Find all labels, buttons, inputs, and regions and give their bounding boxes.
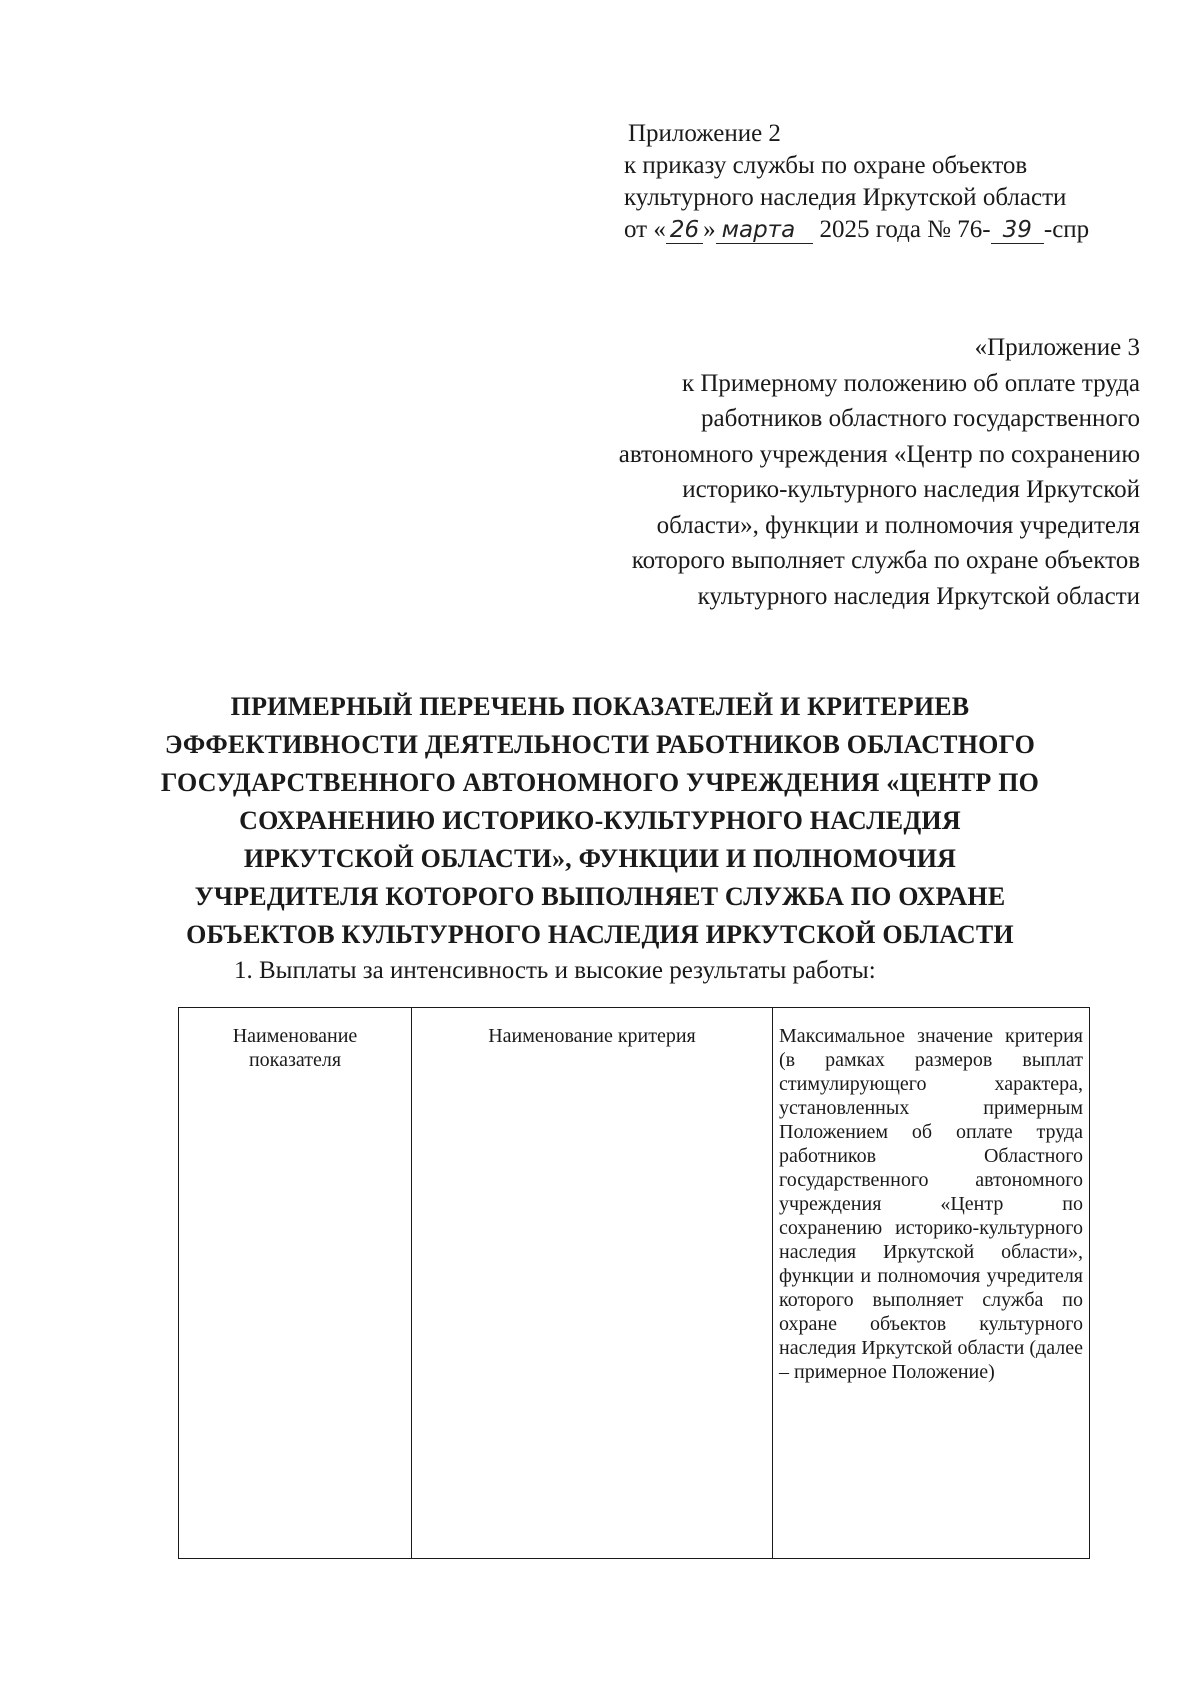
- date-mid: »: [703, 216, 716, 243]
- handwritten-month: марта: [716, 217, 814, 244]
- title-line: ОБЪЕКТОВ КУЛЬТУРНОГО НАСЛЕДИЯ ИРКУТСКОЙ ОБЛАСТИ: [186, 920, 1014, 949]
- handwritten-order-number: 39: [991, 217, 1044, 244]
- appendix-3-line: историко-культурного наследия Иркутской: [682, 476, 1140, 503]
- appendix-3-header: [520, 330, 1140, 614]
- appendix-3-line: к Примерному положению об оплате труда: [681, 369, 1140, 397]
- appendix-2-line: к приказу службы по охране объектов: [624, 152, 1028, 179]
- appendix-2-date-line: [624, 214, 1184, 246]
- appendix-3-line: автономного учреждения «Центр по сохранению: [618, 440, 1140, 468]
- table-header-indicator: Наименование показателя: [179, 1008, 412, 1558]
- document-title: [60, 688, 1140, 954]
- appendix-2-header: [624, 118, 1184, 246]
- date-suffix: 2025 года № 76-: [813, 216, 991, 243]
- section-heading: 1. Выплаты за интенсивность и высокие результаты работы:: [234, 957, 876, 984]
- table-header-max-value: Максимальное значение критерия (в рамках размеров выплат стимулирующего характера, установленных примерным Положением об оплате труда работников Областного государственного автономного учреждения «Центр по сохранению историко-культурного наследия Иркутской области», функции и полномочия учредителя которого выполняет служба по охране объектов культурного наследия Иркутской области (далее – примерное Положение): [779, 1025, 1083, 1383]
- appendix-2-line: культурного наследия Иркутской области: [624, 184, 1067, 211]
- criteria-table: [178, 1007, 1090, 1559]
- title-line: УЧРЕДИТЕЛЯ КОТОРОГО ВЫПОЛНЯЕТ СЛУЖБА ПО ОХРАНЕ: [194, 882, 1006, 911]
- table-header-criterion: Наименование критерия: [412, 1008, 773, 1558]
- appendix-3-line: «Приложение 3: [974, 334, 1140, 361]
- title-line: СОХРАНЕНИЮ ИСТОРИКО-КУЛЬТУРНОГО НАСЛЕДИЯ: [239, 806, 961, 835]
- title-line: ИРКУТСКОЙ ОБЛАСТИ», ФУНКЦИИ И ПОЛНОМОЧИЯ: [243, 844, 957, 873]
- date-prefix: от «: [624, 216, 666, 243]
- appendix-3-line: культурного наследия Иркутской области: [697, 582, 1140, 610]
- appendix-3-line: области», функции и полномочия учредителя: [656, 511, 1140, 539]
- title-line: ЭФФЕКТИВНОСТИ ДЕЯТЕЛЬНОСТИ РАБОТНИКОВ ОБЛАСТНОГО: [164, 730, 1036, 759]
- handwritten-day: 26: [666, 217, 703, 244]
- title-line: ПРИМЕРНЫЙ ПЕРЕЧЕНЬ ПОКАЗАТЕЛЕЙ И КРИТЕРИЕВ: [230, 692, 970, 721]
- number-suffix: -спр: [1043, 216, 1090, 243]
- title-line: ГОСУДАРСТВЕННОГО АВТОНОМНОГО УЧРЕЖДЕНИЯ «ЦЕНТР ПО: [160, 768, 1040, 797]
- appendix-3-line: которого выполняет служба по охране объектов: [631, 547, 1140, 574]
- appendix-2-line: Приложение 2: [628, 120, 781, 147]
- appendix-3-line: работников областного государственного: [701, 405, 1140, 432]
